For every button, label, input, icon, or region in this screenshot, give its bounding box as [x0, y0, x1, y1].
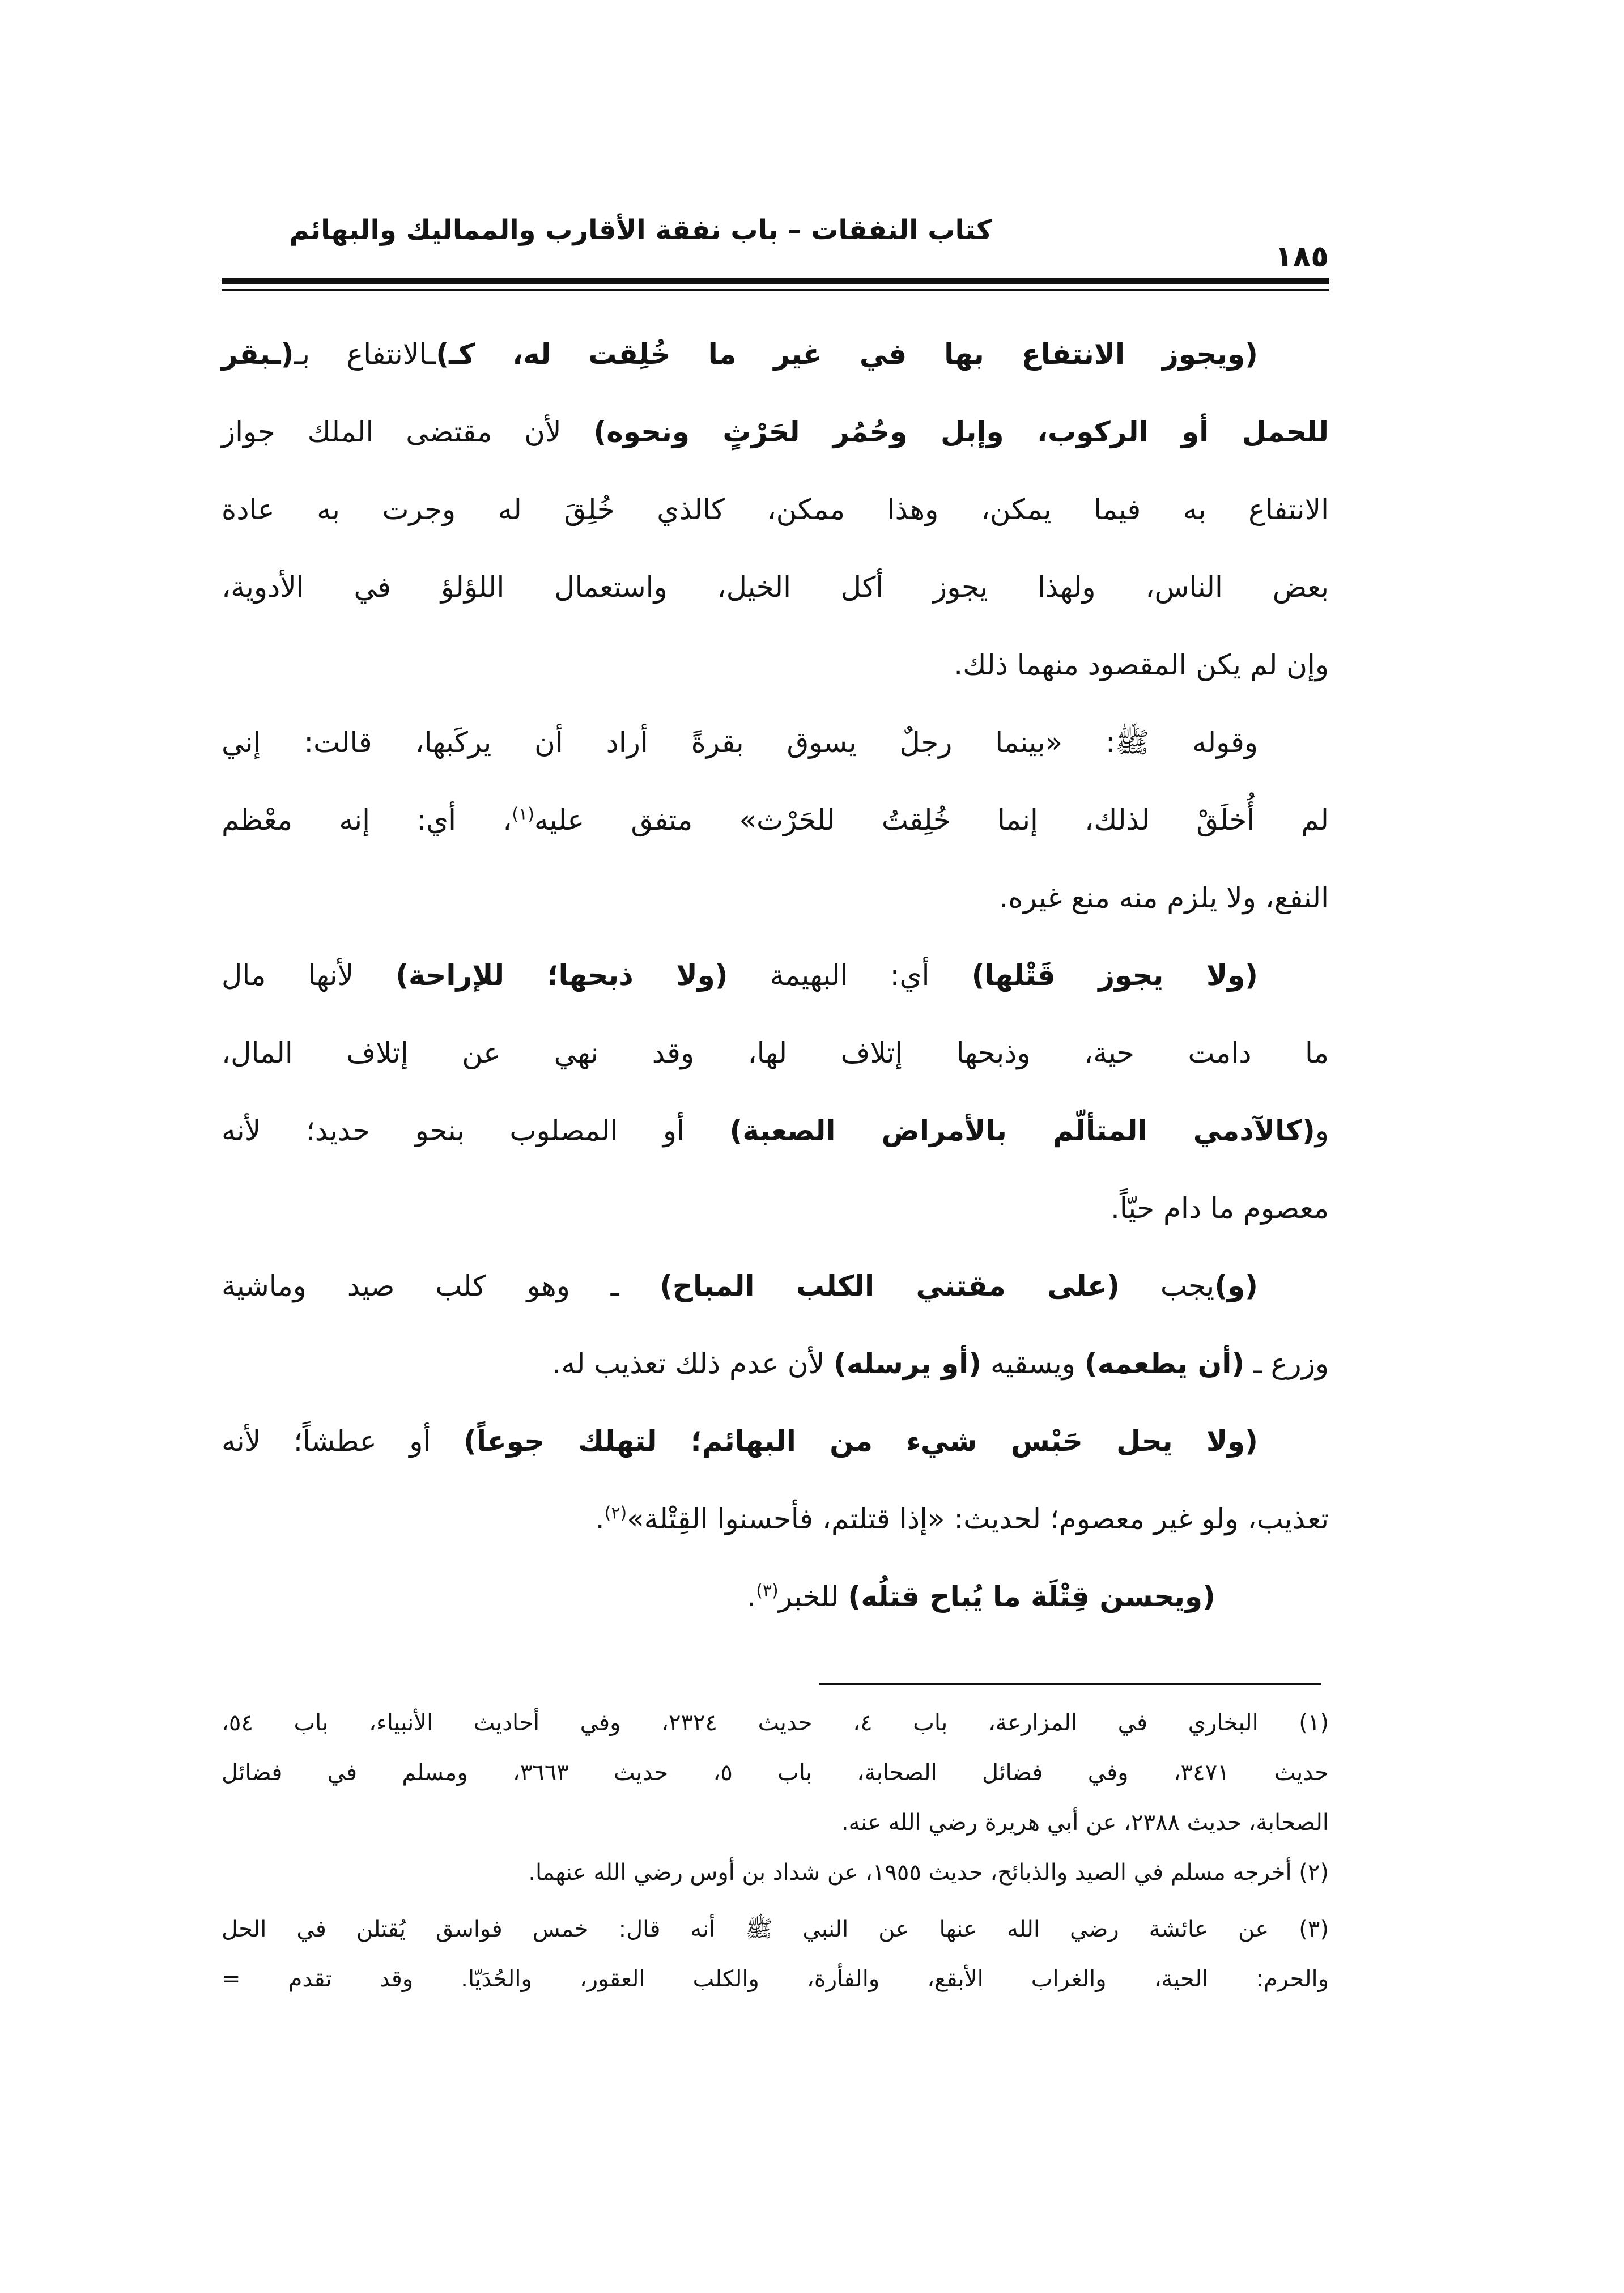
text-line	[222, 859, 1329, 937]
paragraph	[222, 316, 1329, 704]
footnote	[222, 1848, 1329, 1897]
body-text	[222, 316, 1329, 1636]
commentary-text: لم أُخلَقْ لذلك، إنما خُلِقتُ للحَرْث» متفق عليه	[534, 804, 1329, 836]
footnotes	[222, 1698, 1329, 2004]
matn-text: (أو يرسله)	[834, 1347, 982, 1380]
text-line	[222, 549, 1329, 626]
paragraph	[222, 1403, 1329, 1558]
commentary-text: أو عطشاً؛ لأنه	[222, 1425, 464, 1458]
text-line	[222, 1092, 1329, 1170]
matn-text: (ولا ذبحها؛ للإراحة)	[396, 959, 728, 992]
paragraph	[222, 1558, 1329, 1636]
commentary-text: أي: البهيمة	[728, 959, 972, 992]
commentary-text: معصوم ما دام حيّاً.	[1111, 1192, 1329, 1225]
text-line	[222, 704, 1329, 782]
footnote-reference: (٣)	[756, 1581, 779, 1601]
matn-text: (ويحسن قِتْلَة ما يُباح قتلُه)	[848, 1580, 1215, 1613]
paragraph	[222, 1247, 1329, 1403]
matn-text: (كالآدمي المتألّم بالأمراض الصعبة)	[729, 1114, 1315, 1147]
text-line	[222, 782, 1329, 859]
text-line	[222, 1014, 1329, 1092]
commentary-text: النفع، ولا يلزم منه منع غيره.	[999, 881, 1329, 914]
commentary-text: ما دامت حية، وذبحها إتلاف لها، وقد نهي عن إتلاف المال،	[222, 1037, 1329, 1069]
paragraph	[222, 704, 1329, 937]
footnote-line: الصحابة، حديث ٢٣٨٨، عن أبي هريرة رضي الله عنه.	[841, 1810, 1329, 1836]
commentary-text: .	[747, 1580, 756, 1613]
paragraph	[222, 937, 1329, 1247]
commentary-text: و	[1315, 1114, 1329, 1147]
footnote-reference: (١)	[512, 804, 534, 825]
matn-text: (و)	[1214, 1269, 1258, 1302]
text-line	[222, 1170, 1329, 1247]
page-number: ١٨٥	[1274, 240, 1329, 274]
text-line	[222, 393, 1329, 471]
commentary-text: أو المصلوب بنحو حديد؛ لأنه	[222, 1114, 730, 1147]
text-line	[222, 1247, 1329, 1325]
text-line	[222, 937, 1329, 1014]
commentary-text: ويسقيه	[981, 1347, 1085, 1380]
header-rule-thick	[222, 278, 1329, 284]
matn-text: للحمل أو الركوب، وإبل وحُمُر لحَرْثٍ ونحوه)	[593, 415, 1329, 448]
commentary-text: الانتفاع به فيما يمكن، وهذا ممكن، كالذي خُلِقَ له وجرت به عادة	[222, 493, 1329, 526]
commentary-text: للخبر	[778, 1580, 848, 1613]
commentary-text: وإن لم يكن المقصود منهما ذلك.	[954, 648, 1329, 681]
commentary-text: .	[595, 1502, 605, 1535]
commentary-text: يجب	[1120, 1269, 1215, 1302]
footnote-line: (٣) عن عائشة رضي الله عنها عن النبي ﷺ أنه قال: خمس فواسق يُقتلن في الحل	[222, 1916, 1329, 1942]
matn-text: (ويجوز الانتفاع بها في غير ما خُلِقت له، كـ)	[436, 338, 1258, 371]
running-header-title: كتاب النفقات – باب نفقة الأقارب والمماليك والبهائم	[289, 214, 992, 246]
commentary-text: بعض الناس، ولهذا يجوز أكل الخيل، واستعمال اللؤلؤ في الأدوية،	[222, 571, 1329, 604]
footnote-line: حديث ٣٤٧١، وفي فضائل الصحابة، باب ٥، حديث ٣٦٦٣، ومسلم في فضائل	[222, 1760, 1329, 1786]
text-line	[222, 316, 1329, 393]
matn-text: (على مقتني الكلب المباح)	[660, 1269, 1120, 1302]
commentary-text: وقوله ﷺ: «بينما رجلٌ يسوق بقرةً أراد أن يركَبها، قالت: إني	[222, 726, 1258, 759]
footnote-line: (٢) أخرجه مسلم في الصيد والذبائح، حديث ١٩٥٥، عن شداد بن أوس رضي الله عنهما.	[528, 1859, 1329, 1886]
text-line	[222, 1403, 1329, 1480]
commentary-text: ـالانتفاع بـ	[294, 338, 436, 371]
commentary-text: لأنها مال	[222, 959, 396, 992]
footnote	[222, 1698, 1329, 1848]
text-line	[222, 626, 1329, 704]
commentary-text: وزرع ـ	[1244, 1347, 1329, 1380]
footnote	[222, 1904, 1329, 2004]
footnote-reference: (٢)	[604, 1503, 627, 1523]
commentary-text: لأن مقتضى الملك جواز	[222, 415, 594, 448]
commentary-text: ، أي: إنه معْظم	[222, 804, 512, 836]
footnote-separator	[819, 1683, 1321, 1685]
commentary-text: لأن عدم ذلك تعذيب له.	[552, 1347, 834, 1380]
footnote-line: (١) البخاري في المزارعة، باب ٤، حديث ٢٣٢٤، وفي أحاديث الأنبياء، باب ٥٤،	[222, 1710, 1329, 1736]
text-line	[222, 1558, 1329, 1636]
commentary-text: تعذيب، ولو غير معصوم؛ لحديث: «إذا قتلتم، فأحسنوا القِتْلة»	[627, 1502, 1329, 1535]
text-line	[222, 471, 1329, 549]
matn-text: (ـبقر	[222, 338, 294, 371]
matn-text: (ولا يجوز قَتْلها)	[971, 959, 1258, 992]
footnote-line: والحرم: الحية، والغراب الأبقع، والفأرة، والكلب العقور، والحُدَيّا. وقد تقدم =	[222, 1966, 1329, 1992]
text-line	[222, 1325, 1329, 1403]
text-line	[222, 1480, 1329, 1558]
commentary-text: ـ وهو كلب صيد وماشية	[222, 1269, 660, 1302]
matn-text: (أن يطعمه)	[1084, 1347, 1245, 1380]
header-rule-thin	[222, 289, 1329, 291]
matn-text: (ولا يحل حَبْس شيء من البهائم؛ لتهلك جوعاً)	[464, 1425, 1258, 1458]
